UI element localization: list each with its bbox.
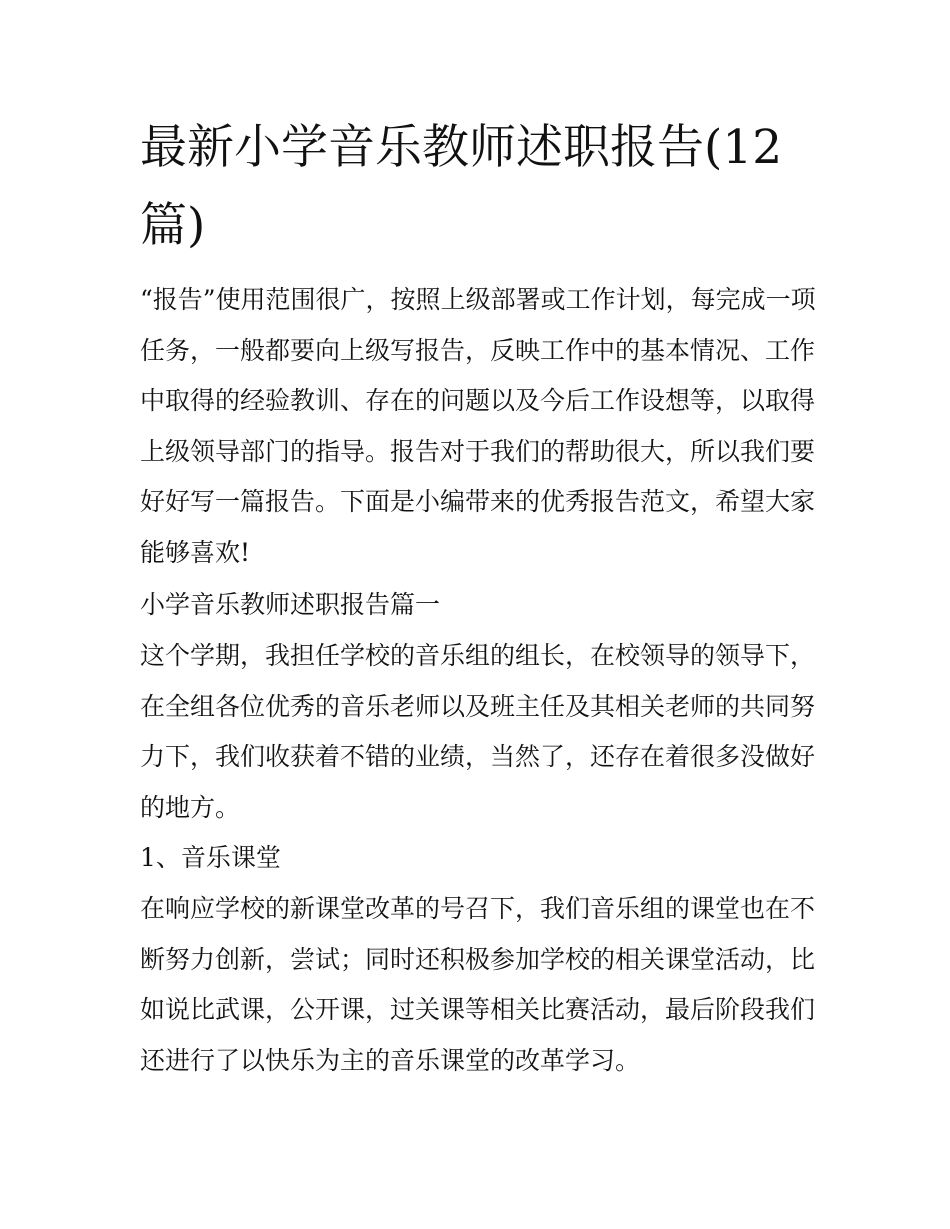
intro-paragraph	[140, 275, 820, 578]
text-line: 断努力创新，尝试；同时还积极参加学校的相关课堂活动，比	[140, 944, 816, 974]
text-line: 如说比武课，公开课，过关课等相关比赛活动，最后阶段我们	[140, 995, 816, 1024]
section-heading	[140, 580, 820, 631]
document-title	[140, 109, 830, 265]
text-line: 能够喜欢!	[140, 537, 251, 567]
title-line: 篇)	[140, 198, 206, 253]
sub-heading-text: 1、音乐课堂	[140, 843, 281, 872]
text-line: 在响应学校的新课堂改革的号召下，我们音乐组的课堂也在不	[140, 894, 816, 923]
text-line: 这个学期，我担任学校的音乐组的组长，在校领导的领导下，	[140, 641, 816, 670]
text-line: 还进行了以快乐为主的音乐课堂的改革学习。	[140, 1045, 641, 1075]
sub-heading	[140, 833, 820, 884]
text-line: 在全组各位优秀的音乐老师以及班主任及其相关老师的共同努	[140, 691, 816, 721]
text-line: 上级领导部门的指导。报告对于我们的帮助很大，所以我们要	[140, 436, 816, 466]
title-line: 最新小学音乐教师述职报告(12	[140, 120, 783, 175]
body-paragraph-1	[140, 631, 820, 833]
text-line: 好好写一篇报告。下面是小编带来的优秀报告范文，希望大家	[140, 487, 816, 516]
text-line: 任务，一般都要向上级写报告，反映工作中的基本情况、工作	[140, 335, 816, 365]
text-line: 的地方。	[140, 792, 241, 822]
body-paragraph-2	[140, 884, 820, 1086]
text-line: 中取得的经验教训、存在的问题以及今后工作设想等，以取得	[140, 386, 816, 415]
text-line: “报告”使用范围很广，按照上级部署或工作计划，每完成一项	[140, 285, 816, 314]
text-line: 力下，我们收获着不错的业绩，当然了，还存在着很多没做好	[140, 742, 816, 771]
section-heading-text: 小学音乐教师述职报告篇一	[140, 590, 441, 619]
